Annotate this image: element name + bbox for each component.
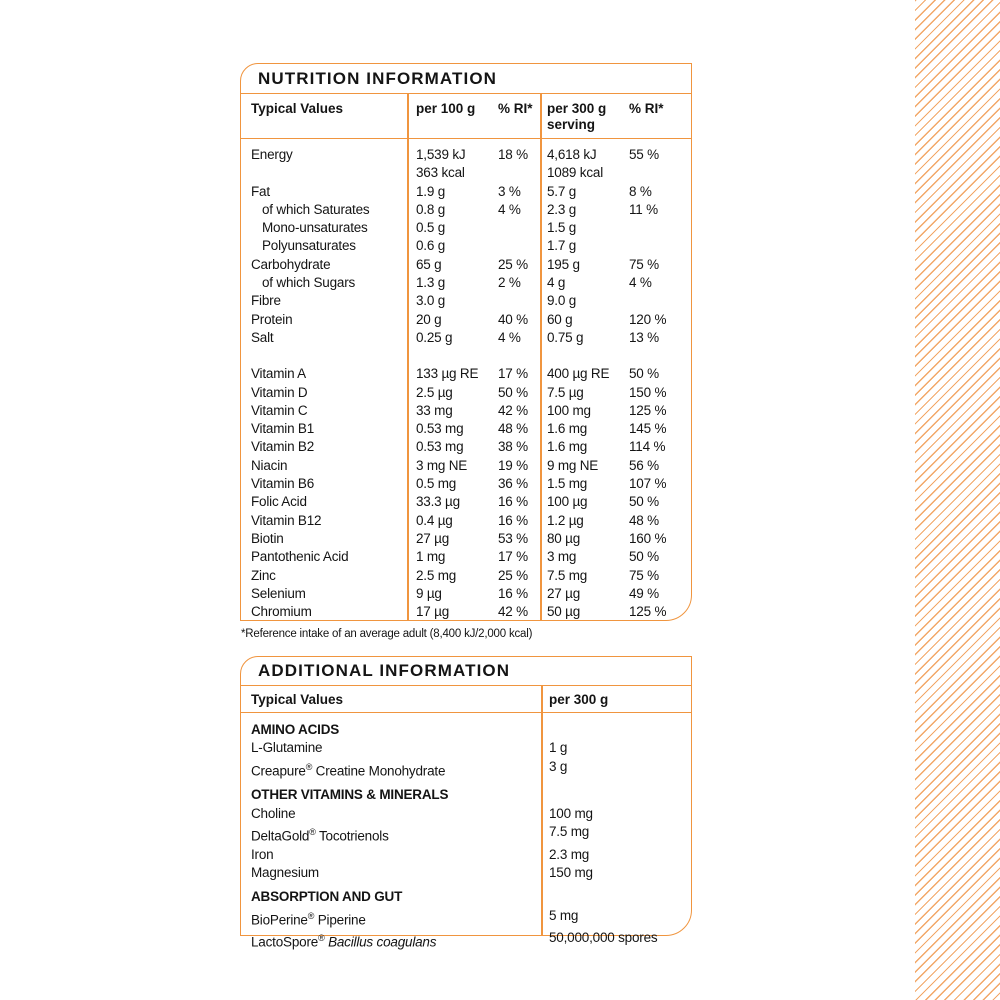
registered-trademark-symbol: ® (307, 910, 315, 921)
header-ri-1: % RI* (498, 101, 533, 116)
table-row-selenium: Selenium 9 µg 16 % 27 µg 49 % (251, 585, 659, 601)
table-row-vitamin-b2: Vitamin B2 0.53 mg 38 % 1.6 mg 114 % (251, 439, 666, 455)
section-heading-absorption-and-gut: ABSORPTION AND GUT (251, 889, 403, 905)
table-row-piperine: BioPerine® Piperine 5 mg (251, 907, 579, 928)
table-row-fat: Fat 1.9 g 3 % 5.7 g 8 % (251, 183, 652, 199)
column-divider (541, 686, 543, 935)
registered-trademark-symbol: ® (318, 933, 325, 944)
table-row-vitamin-d: Vitamin D 2.5 µg 50 % 7.5 µg 150 % (251, 384, 667, 400)
nutrition-table-title: NUTRITION INFORMATION (241, 64, 691, 94)
additional-table-header-row (241, 686, 691, 713)
table-row-choline: Choline 100 mg (251, 805, 593, 821)
nutrition-information-table (240, 63, 692, 621)
additional-table-body (241, 713, 691, 952)
table-row-creatine-monohydrate: Creapure® Creatine Monohydrate 3 g (251, 758, 568, 779)
table-row-zinc: Zinc 2.5 mg 25 % 7.5 mg 75 % (251, 567, 659, 583)
section-heading-amino-acids: AMINO ACIDS (251, 722, 340, 737)
registered-trademark-symbol: ® (305, 761, 313, 772)
table-row-energy: Energy 1,539 kJ 18 % 4,618 kJ 55 % (251, 147, 659, 162)
table-row-fibre: Fibre 3.0 g 9.0 g (251, 293, 577, 309)
table-row-l-glutamine: L-Glutamine 1 g (251, 740, 568, 756)
additional-information-table (240, 656, 692, 950)
nutrition-table-body (241, 139, 691, 621)
section-gap (241, 347, 691, 365)
table-row-polyunsaturates: Polyunsaturates 0.6 g 1.7 g (262, 238, 577, 254)
nutrition-table-header-row (241, 94, 691, 139)
table-row-salt: Salt 0.25 g 4 % 0.75 g 13 % (251, 329, 659, 345)
header-per-300g: per 300 g serving (547, 101, 607, 132)
table-row-vitamin-b12: Vitamin B12 0.4 µg 16 % 1.2 µg 48 % (251, 512, 659, 528)
table-row-iron: Iron 2.3 mg (251, 846, 590, 862)
table-row-chromium: Chromium 17 µg 42 % 50 µg 125 % (251, 604, 667, 620)
column-divider (540, 94, 542, 620)
diagonal-stripes-decoration (915, 0, 1000, 1000)
table-row-protein: Protein 20 g 40 % 60 g 120 % (251, 311, 667, 327)
header-per-100g: per 100 g (416, 101, 476, 116)
header-ri-2: % RI* (629, 101, 664, 116)
table-row-vitamin-b6: Vitamin B6 0.5 mg 36 % 1.5 mg 107 % (251, 476, 667, 492)
additional-table-title: ADDITIONAL INFORMATION (241, 657, 691, 686)
registered-trademark-symbol: ® (309, 826, 316, 837)
header-typical-values: Typical Values (251, 691, 344, 707)
table-row-sugars: of which Sugars 1.3 g 2 % 4 g 4 % (262, 275, 652, 291)
table-row-vitamin-a: Vitamin A 133 µg RE 17 % 400 µg RE 50 % (251, 366, 659, 382)
table-row-carbohydrate: Carbohydrate 65 g 25 % 195 g 75 % (251, 256, 659, 272)
table-row-saturates: of which Saturates 0.8 g 4 % 2.3 g 11 % (262, 201, 658, 217)
table-row-niacin: Niacin 3 mg NE 19 % 9 mg NE 56 % (251, 457, 659, 473)
table-row-biotin: Biotin 27 µg 53 % 80 µg 160 % (251, 530, 667, 546)
section-heading-other-vitamins-minerals: OTHER VITAMINS & MINERALS (251, 787, 449, 803)
table-row-magnesium: Magnesium 150 mg (251, 865, 593, 881)
table-row-vitamin-b1: Vitamin B1 0.53 mg 48 % 1.6 mg 145 % (251, 421, 667, 437)
header-per-300g: per 300 g (549, 691, 609, 707)
table-row-energy-kcal: 363 kcal 1089 kcal (416, 165, 603, 181)
table-row-folic-acid: Folic Acid 33.3 µg 16 % 100 µg 50 % (251, 494, 659, 510)
table-row-pantothenic-acid: Pantothenic Acid 1 mg 17 % 3 mg 50 % (251, 549, 659, 565)
reference-intake-footnote: *Reference intake of an average adult (8,400 kJ/2,000 kcal) (241, 628, 533, 640)
table-row-bacillus-coagulans: LactoSpore® Bacillus coagulans 50,000,000 spores (251, 930, 658, 950)
column-divider (407, 94, 409, 620)
table-row-vitamin-c: Vitamin C 33 mg 42 % 100 mg 125 % (251, 402, 667, 418)
table-row-mono-unsaturates: Mono-unsaturates 0.5 g 1.5 g (262, 220, 577, 236)
table-row-tocotrienols: DeltaGold® Tocotrienols 7.5 mg (251, 823, 590, 844)
header-typical-values: Typical Values (251, 101, 344, 116)
